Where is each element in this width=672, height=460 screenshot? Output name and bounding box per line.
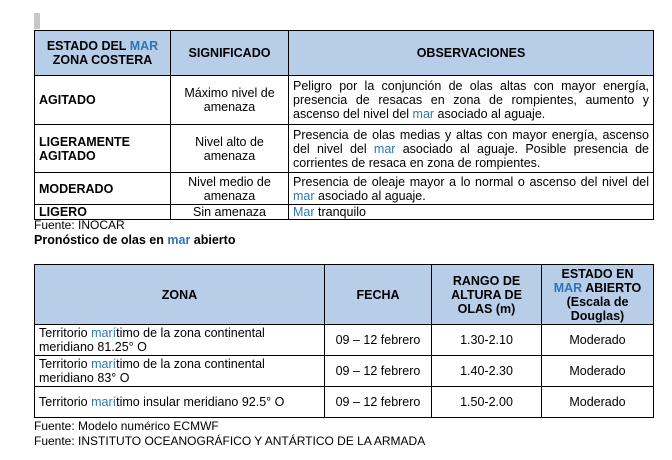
fecha-cell: 09 – 12 febrero xyxy=(325,387,432,418)
zona-cell: Territorio marítimo de la zona continental meridiano 83° O xyxy=(35,356,325,387)
table-row xyxy=(35,76,654,125)
table-row xyxy=(35,125,654,173)
observaciones-cell: Peligro por la conjunción de olas altas con mayor energía, presencia de resacas en zona de rompientes, aumento y ascenso del nivel del mar asociado al aguaje. xyxy=(289,76,654,125)
source-note: Fuente: INSTITUTO OCEANOGRÁFICO Y ANTÁRTICO DE LA ARMADA xyxy=(34,434,426,448)
table-row xyxy=(35,173,654,205)
rango-cell: 1.30-2.10 xyxy=(432,325,542,356)
zona-cell: Territorio marítimo insular meridiano 92.5° O xyxy=(35,387,325,418)
section-marker xyxy=(34,13,40,29)
sea-state-table xyxy=(34,30,654,220)
estado-cell: AGITADO xyxy=(35,76,171,125)
header-zona: ZONA xyxy=(35,265,325,325)
significado-cell: Nivel alto de amenaza xyxy=(171,125,289,173)
observaciones-cell: Mar tranquilo xyxy=(289,205,654,220)
header-estado-mar-abierto: ESTADO EN MAR ABIERTO (Escala de Douglas) xyxy=(542,265,654,325)
estado-cell: LIGERO xyxy=(35,205,171,220)
rango-cell: 1.40-2.30 xyxy=(432,356,542,387)
estado-cell: LIGERAMENTE AGITADO xyxy=(35,125,171,173)
header-estado: ESTADO DEL MAR ZONA COSTERA xyxy=(35,31,171,76)
source-note: Fuente: INOCAR xyxy=(34,218,125,232)
significado-cell: Máximo nivel de amenaza xyxy=(171,76,289,125)
significado-cell: Sin amenaza xyxy=(171,205,289,220)
estado-cell: MODERADO xyxy=(35,173,171,205)
fecha-cell: 09 – 12 febrero xyxy=(325,325,432,356)
header-significado: SIGNIFICADO xyxy=(171,31,289,76)
table-row xyxy=(35,325,654,356)
observaciones-cell: Presencia de olas medias y altas con mayor energía, ascenso del nivel del mar asociado al aguaje. Posible presencia de corrientes de resaca en zona de rompientes. xyxy=(289,125,654,173)
wave-forecast-table xyxy=(34,264,654,418)
table-header-row xyxy=(35,265,654,325)
header-observaciones: OBSERVACIONES xyxy=(289,31,654,76)
table-caption: Pronóstico de olas en mar abierto xyxy=(34,233,236,247)
table-row xyxy=(35,205,654,220)
table-row xyxy=(35,387,654,418)
table-row xyxy=(35,356,654,387)
estado-cell: Moderado xyxy=(542,325,654,356)
significado-cell: Nivel medio de amenaza xyxy=(171,173,289,205)
fecha-cell: 09 – 12 febrero xyxy=(325,356,432,387)
header-fecha: FECHA xyxy=(325,265,432,325)
rango-cell: 1.50-2.00 xyxy=(432,387,542,418)
estado-cell: Moderado xyxy=(542,387,654,418)
zona-cell: Territorio marítimo de la zona continental meridiano 81.25° O xyxy=(35,325,325,356)
table-header-row xyxy=(35,31,654,76)
estado-cell: Moderado xyxy=(542,356,654,387)
observaciones-cell: Presencia de oleaje mayor a lo normal o ascenso del nivel del mar asociado al aguaje. xyxy=(289,173,654,205)
source-note: Fuente: Modelo numérico ECMWF xyxy=(34,419,219,433)
header-rango: RANGO DE ALTURA DE OLAS (m) xyxy=(432,265,542,325)
